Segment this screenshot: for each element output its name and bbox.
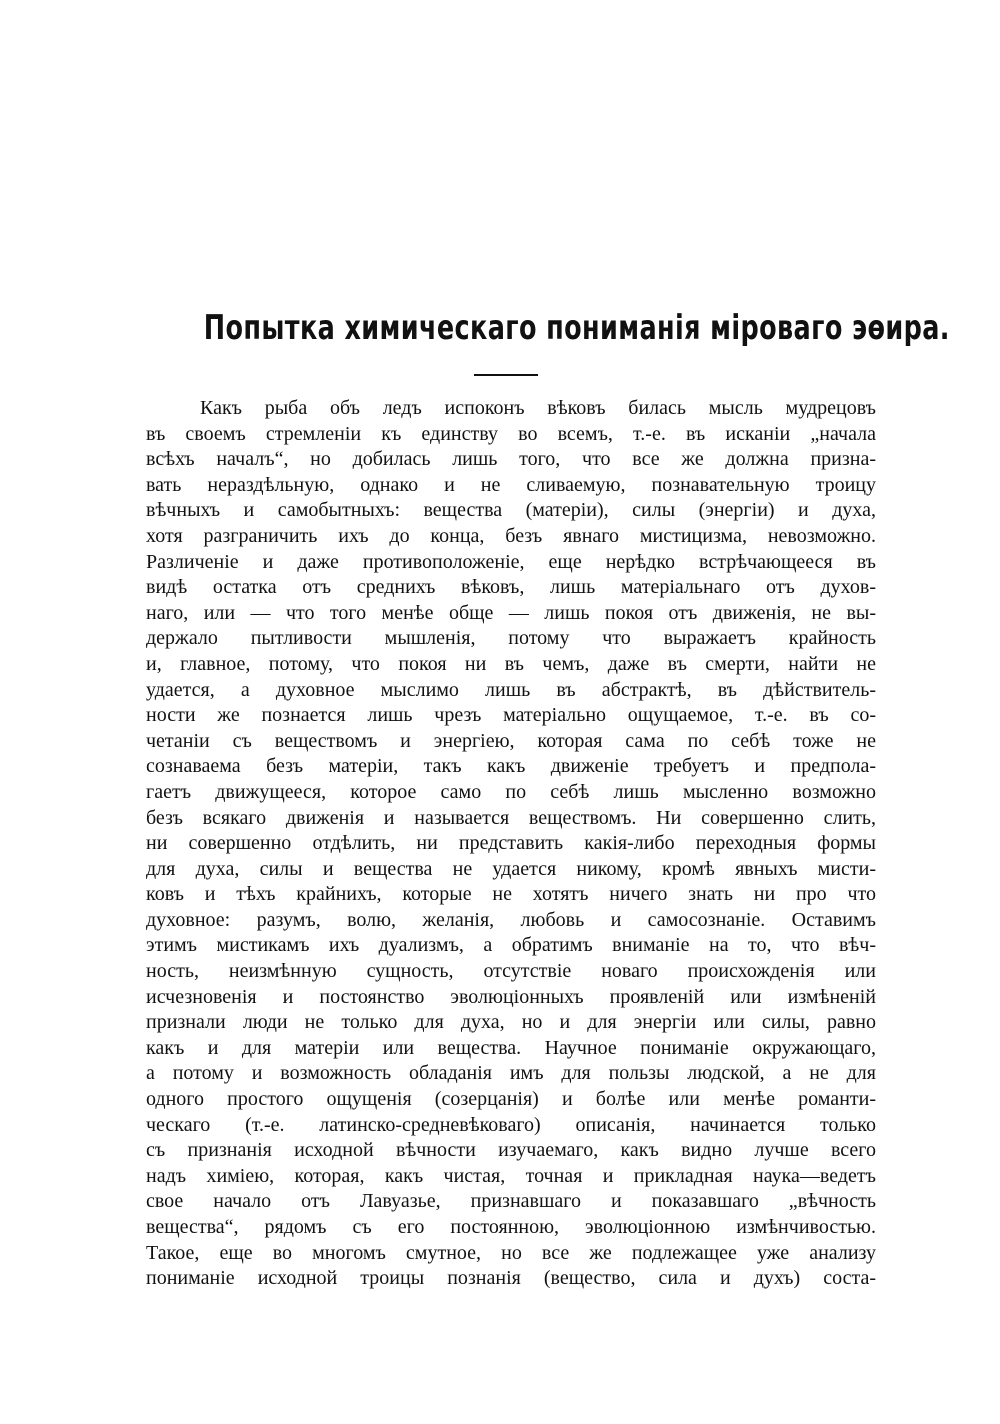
text-line: ческаго (т.-е. латинско-средневѣковаго) описанія, начинается только (146, 1113, 876, 1136)
text-line: сознаваема безъ матеріи, такъ какъ движеніе требуетъ и предпола- (146, 755, 876, 778)
text-line: вещества“, рядомъ съ его постоянною, эволюціонною измѣнчивостью. (146, 1216, 876, 1238)
text-line: удается, а духовное мыслимо лишь въ абстрактѣ, въ дѣйствитель- (146, 678, 876, 701)
text-line: для духа, силы и вещества не удается никому, кромѣ явныхъ мисти- (146, 857, 876, 880)
text-line: вѣчныхъ и самобытныхъ: вещества (матеріи), силы (энергіи) и духа, (146, 499, 876, 522)
text-line: въ своемъ стремленіи къ единству во всемъ, т.-е. въ исканіи „начала (146, 422, 876, 445)
text-line: ни совершенно отдѣлить, ни представить какія-либо переходныя формы (146, 832, 876, 855)
text-line: безъ всякаго движенія и называется веществомъ. Ни совершенно слить, (146, 806, 876, 829)
text-line: ности же познается лишь чрезъ матеріально ощущаемое, т.-е. въ со- (146, 704, 876, 727)
text-line: Различеніе и даже противоположеніе, еще нерѣдко встрѣчающееся въ (146, 550, 876, 573)
text-line: Такое, еще во многомъ смутное, но все же подлежащее уже анализу (146, 1241, 876, 1264)
text-line: ность, неизмѣнную сущность, отсутствіе новаго происхожденія или (146, 960, 876, 983)
text-line: гаетъ движущееся, которое само по себѣ лишь мысленно возможно (146, 780, 876, 803)
text-line: вать нераздѣльную, однако и не сливаемую, познавательную троицу (146, 473, 876, 496)
text-line: свое начало отъ Лавуазье, признавшаго и показавшаго „вѣчность (146, 1190, 876, 1213)
text-line: хотя разграничить ихъ до конца, безъ явнаго мистицизма, невозможно. (146, 524, 876, 547)
text-line: а потому и возможность обладанія имъ для пользы людской, а не для (146, 1062, 876, 1085)
text-line: ковъ и тѣхъ крайнихъ, которые не хотятъ ничего знать ни про что (146, 883, 876, 906)
text-line: всѣхъ началъ“, но добилась лишь того, что все же должна призна- (146, 448, 876, 471)
text-line: одного простого ощущенія (созерцанія) и болѣе или менѣе романти- (146, 1088, 876, 1111)
text-line: признали люди не только для духа, но и для энергіи или силы, равно (146, 1011, 876, 1034)
text-line: исчезновенія и постоянство эволюціонныхъ проявленій или измѣненій (146, 985, 876, 1008)
text-line: наго, или — что того менѣе обще — лишь покоя отъ движенія, не вы- (146, 601, 876, 624)
text-line: этимъ мистикамъ ихъ дуализмъ, а обратимъ вниманіе на то, что вѣч- (146, 934, 876, 957)
text-line: пониманіе исходной троицы познанія (вещество, сила и духъ) соста- (146, 1267, 876, 1290)
text-line: надъ химіею, которая, какъ чистая, точная и прикладная наука—ведетъ (146, 1164, 876, 1187)
text-line: держало пытливости мышленія, потому что выражаетъ крайность (146, 627, 876, 650)
page-title: Попытка химическаго пониманія міроваго эѳира. (203, 308, 950, 348)
text-line: четаніи съ веществомъ и энергіею, которая сама по себѣ тоже не (146, 729, 876, 752)
title-divider (474, 374, 538, 376)
text-line: какъ и для матеріи или вещества. Научное пониманіе окружающаго, (146, 1036, 876, 1059)
body-paragraph (146, 396, 876, 1292)
text-line: духовное: разумъ, волю, желанія, любовь и самосознаніе. Оставимъ (146, 908, 876, 931)
text-line: Какъ рыба объ ледъ испоконъ вѣковъ билась мысль мудрецовъ (200, 397, 876, 419)
text-line: съ признанія исходной вѣчности изучаемаго, какъ видно лучше всего (146, 1139, 876, 1162)
text-line: и, главное, потому, что покоя ни въ чемъ, даже въ смерти, найти не (146, 652, 876, 675)
text-line: видѣ остатка отъ среднихъ вѣковъ, лишь матеріальнаго отъ духов- (146, 576, 876, 599)
